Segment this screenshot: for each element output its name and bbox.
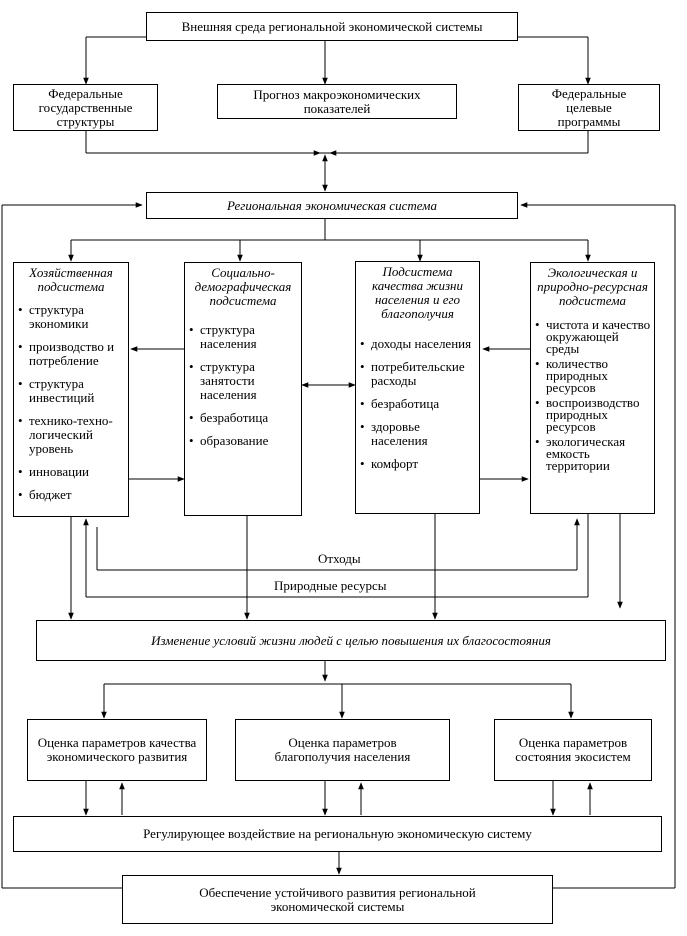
external-environment-label: Внешняя среда региональной экономической системы	[181, 18, 483, 34]
social-demographic-subsystem-box	[184, 262, 302, 516]
quality-item: • комфорт	[360, 457, 477, 471]
living-conditions-label: Изменение условий жизни людей с целью повышения их благосостояния	[151, 632, 551, 648]
quality-of-life-subsystem-title: Подсистема качества жизни населения и его благополучия	[372, 264, 463, 321]
ecological-item: • количество природных ресурсов	[535, 358, 652, 394]
ecosystem-assessment-label: Оценка параметров состояния экосистем	[515, 735, 631, 764]
quality-item: • безработица	[360, 397, 477, 411]
federal-programs-label: Федеральные целевые программы	[551, 85, 627, 129]
waste-label: Отходы	[318, 551, 361, 566]
quality-item: • доходы населения	[360, 337, 477, 351]
welfare-assessment-label: Оценка параметров благополучия населения	[274, 735, 411, 764]
social-demographic-subsystem-title: Социально-демографическая подсистема	[194, 265, 292, 308]
ecosystem-assessment-box	[494, 719, 652, 781]
regulating-impact-label: Регулирующее воздействие на региональную экономическую систему	[143, 826, 532, 841]
regional-system-label: Региональная экономическая система	[227, 197, 437, 213]
economic-item: • структура инвестиций	[18, 377, 126, 405]
economic-assessment-box	[27, 719, 207, 781]
economic-item: • технико-техно-логический уровень	[18, 414, 126, 456]
natural-resources-label: Природные ресурсы	[274, 578, 387, 593]
regulating-impact-box	[13, 816, 662, 852]
economic-item: • структура экономики	[18, 303, 126, 331]
social-item: • структура населения	[189, 323, 299, 351]
ecological-item: • воспроизводство природных ресурсов	[535, 397, 652, 433]
macro-forecast-label: Прогноз макроэкономических показателей	[253, 86, 421, 116]
ecological-subsystem-box	[530, 262, 655, 514]
quality-item: • здоровье населения	[360, 420, 477, 448]
federal-structures-label: Федеральные государственные структуры	[38, 85, 133, 129]
social-item: • безработица	[189, 411, 299, 425]
social-item: • образование	[189, 434, 299, 448]
external-environment-box	[146, 12, 518, 41]
macro-forecast-box	[217, 84, 457, 119]
living-conditions-box	[36, 620, 666, 661]
economic-assessment-label: Оценка параметров качества экономического развития	[37, 735, 197, 764]
welfare-assessment-box	[235, 719, 450, 781]
ecological-subsystem-title: Экологическая и природно-ресурсная подсистема	[537, 265, 648, 308]
sustainable-development-box	[122, 875, 553, 924]
quality-of-life-subsystem-box	[355, 261, 480, 514]
quality-item: • потребительские расходы	[360, 360, 477, 388]
sustainable-development-label: Обеспечение устойчивого развития региональной экономической системы	[199, 884, 476, 914]
economic-subsystem-title: Хозяйственная подсистема	[29, 265, 113, 294]
federal-programs-box	[518, 84, 660, 131]
economic-item: • производство и потребление	[18, 340, 126, 368]
economic-item: • бюджет	[18, 488, 126, 502]
ecological-item: • экологическая емкость территории	[535, 436, 652, 472]
regional-system-box	[146, 192, 518, 219]
economic-subsystem-box	[13, 262, 129, 517]
social-item: • структура занятости населения	[189, 360, 299, 402]
economic-item: • инновации	[18, 465, 126, 479]
federal-structures-box	[13, 84, 158, 131]
ecological-item: • чистота и качество окружающей среды	[535, 319, 652, 355]
